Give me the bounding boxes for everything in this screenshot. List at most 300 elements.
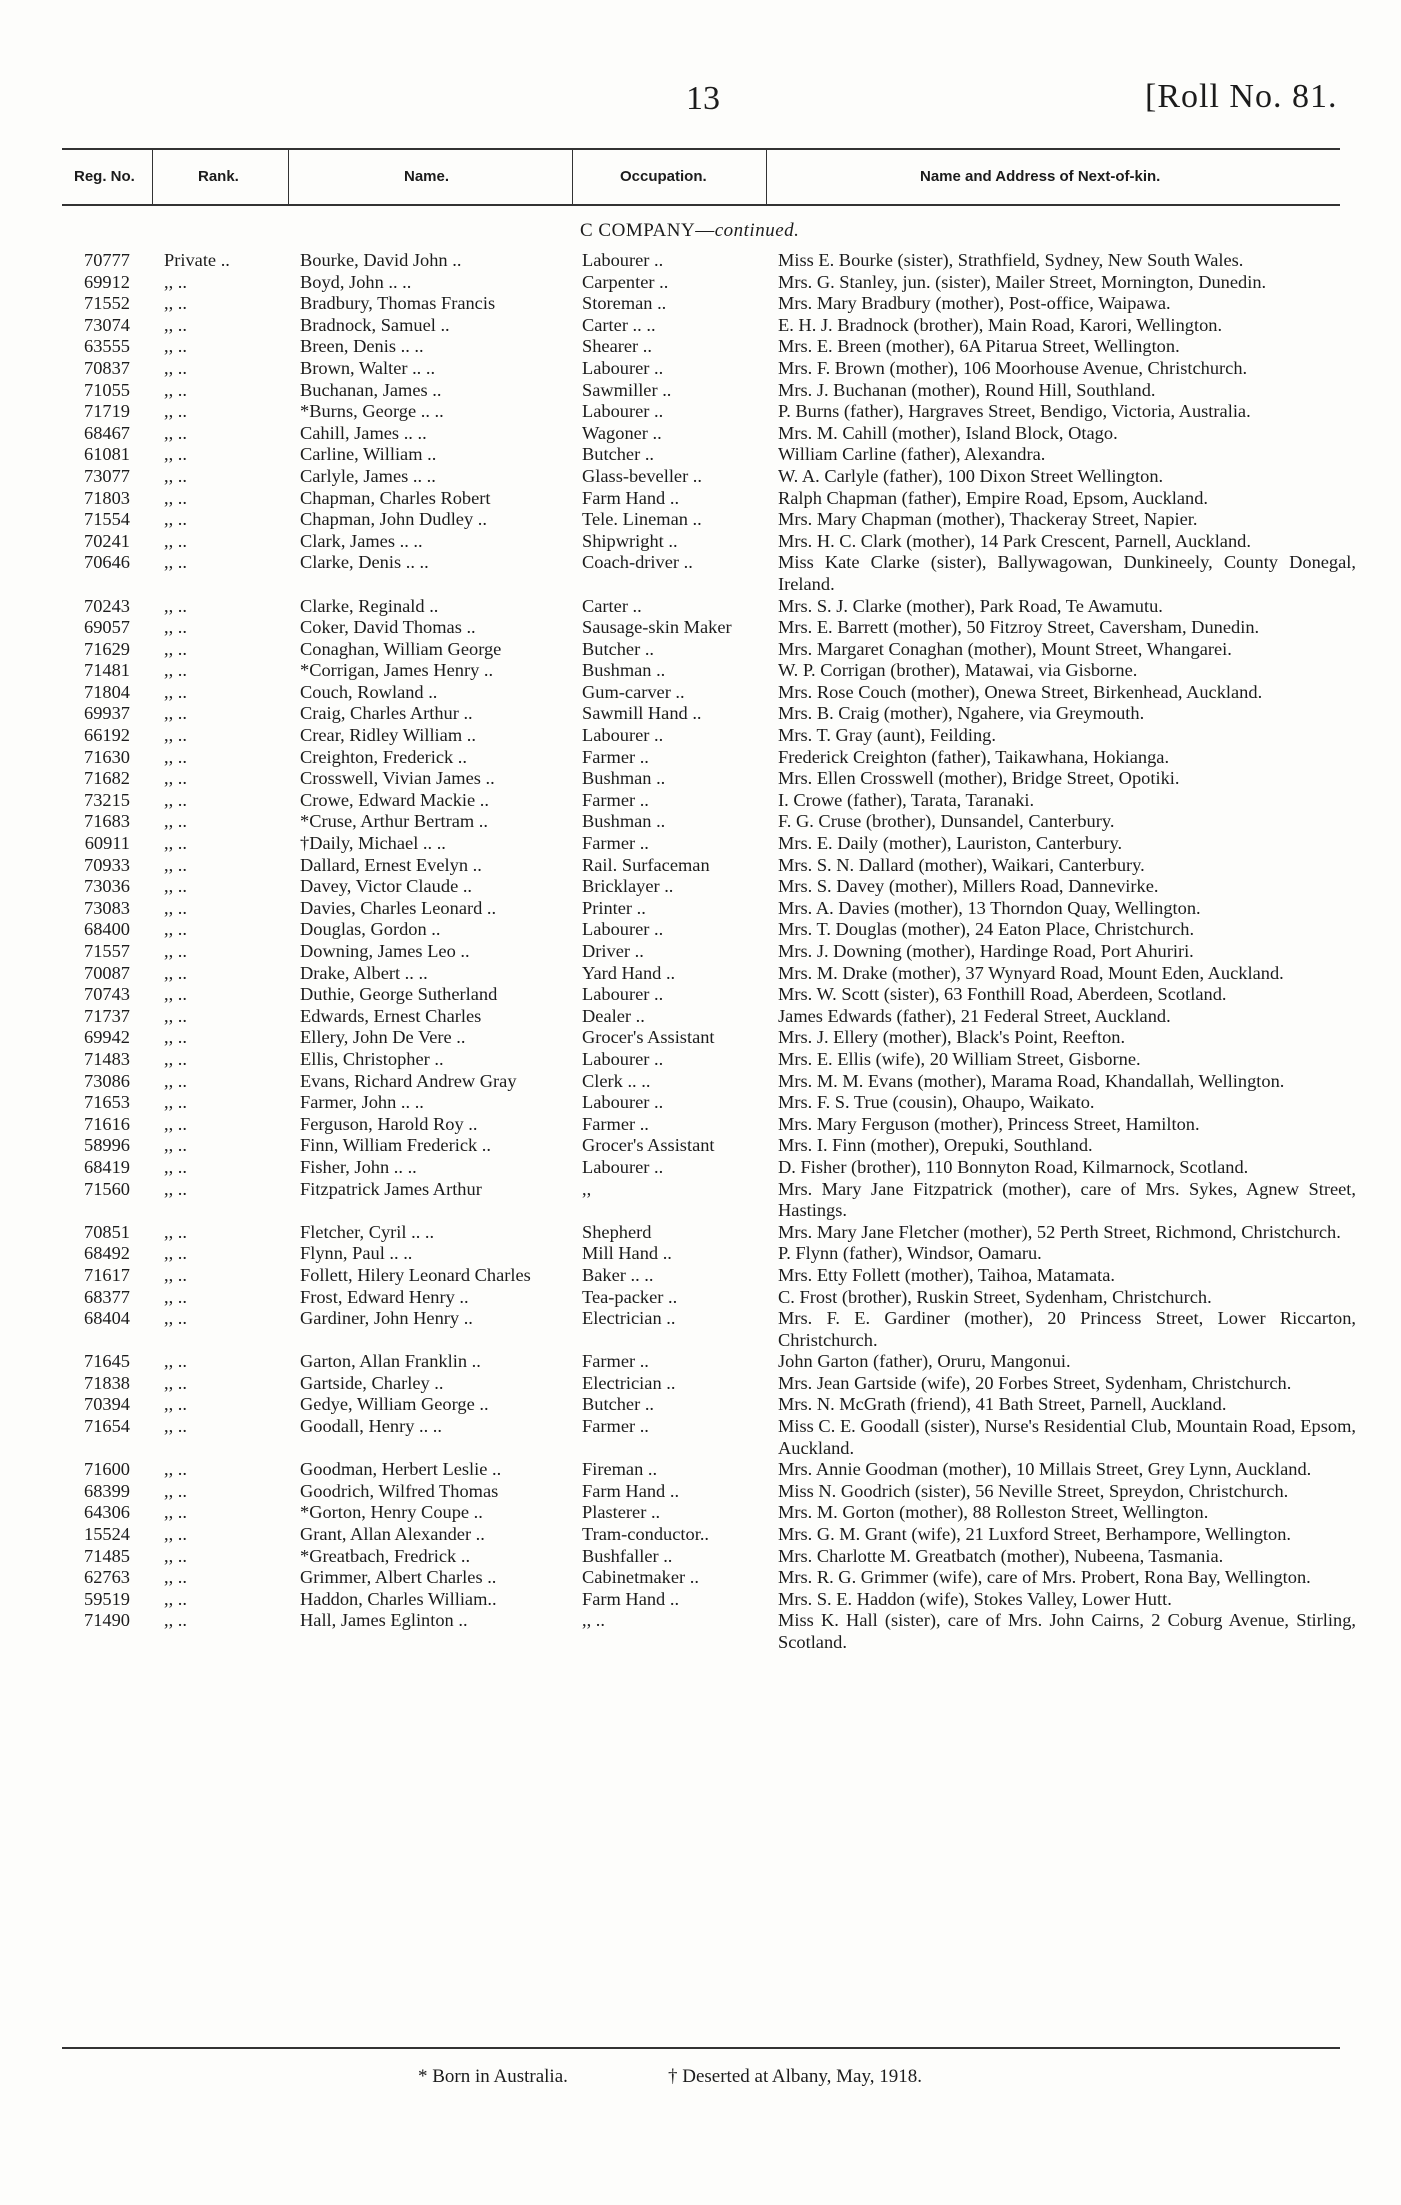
next-of-kin-cell: Mrs. Ellen Crosswell (mother), Bridge Street, Opotiki. — [778, 768, 1180, 789]
next-of-kin-cell: Mrs. A. Davies (mother), 13 Thorndon Quay, Wellington. — [778, 897, 1201, 918]
reg-number-cell: 71616 — [84, 1113, 130, 1134]
name-cell: Bradnock, Samuel .. — [300, 314, 450, 335]
next-of-kin-cell: Mrs. M. M. Evans (mother), Marama Road, Khandallah, Wellington. — [778, 1070, 1285, 1091]
rank-cell: ,, .. — [164, 1567, 187, 1588]
next-of-kin-cell: Mrs. S. Davey (mother), Millers Road, Dannevirke. — [778, 876, 1159, 897]
next-of-kin-cell: Mrs. W. Scott (sister), 63 Fonthill Road, Aberdeen, Scotland. — [778, 984, 1227, 1005]
occupation-cell: Labourer .. — [582, 725, 664, 746]
next-of-kin-cell: Mrs. M. Cahill (mother), Island Block, Otago. — [778, 422, 1118, 443]
next-of-kin-cell: John Garton (father), Oruru, Mangonui. — [778, 1351, 1071, 1372]
next-of-kin-cell: Mrs. R. G. Grimmer (wife), care of Mrs. Probert, Rona Bay, Wellington. — [778, 1567, 1311, 1588]
next-of-kin-cell: James Edwards (father), 21 Federal Street, Auckland. — [778, 1005, 1171, 1026]
reg-number-cell: 71654 — [84, 1416, 130, 1437]
occupation-cell: Wagoner .. — [582, 422, 662, 443]
roll-table-body — [0, 250, 1401, 1654]
table-row — [0, 1589, 1401, 1611]
occupation-cell: Driver .. — [582, 941, 644, 961]
name-cell: Crosswell, Vivian James .. — [300, 768, 495, 789]
reg-number-cell: 71481 — [84, 660, 130, 681]
table-row — [0, 596, 1401, 618]
next-of-kin-cell: Miss C. E. Goodall (sister), Nurse's Residential Club, Mountain Road, Epsom, Auckland. — [778, 1416, 1356, 1458]
occupation-cell: Farm Hand .. — [582, 487, 680, 508]
table-row — [0, 984, 1401, 1006]
header-next-of-kin: Name and Address of Next-of-kin. — [920, 168, 1161, 185]
table-row — [0, 315, 1401, 337]
name-cell: Conaghan, William George — [300, 638, 502, 659]
occupation-cell: Farmer .. — [582, 833, 649, 854]
table-row — [0, 552, 1401, 595]
rank-cell: ,, .. — [164, 919, 187, 940]
rank-cell: ,, .. — [164, 811, 187, 832]
rank-cell: ,, .. — [164, 746, 187, 767]
rank-cell: ,, .. — [164, 660, 187, 681]
occupation-cell: Plasterer .. — [582, 1502, 661, 1523]
name-cell: Crowe, Edward Mackie .. — [300, 789, 489, 810]
rank-cell: ,, .. — [164, 1610, 187, 1631]
reg-number-cell: 73074 — [84, 314, 130, 335]
occupation-cell: Bushfaller .. — [582, 1545, 673, 1566]
occupation-cell: Baker .. .. — [582, 1264, 654, 1285]
name-cell: Downing, James Leo .. — [300, 941, 470, 961]
next-of-kin-cell: Mrs. E. Breen (mother), 6A Pitarua Street, Wellington. — [778, 336, 1180, 357]
table-row — [0, 466, 1401, 488]
next-of-kin-cell: Miss K. Hall (sister), care of Mrs. John Cairns, 2 Coburg Avenue, Stirling, Scotland. — [778, 1610, 1356, 1652]
reg-number-cell: 70087 — [84, 962, 130, 983]
table-row — [0, 898, 1401, 920]
rank-cell: ,, .. — [164, 487, 187, 508]
table-row — [0, 725, 1401, 747]
name-cell: Drake, Albert .. .. — [300, 962, 428, 983]
name-cell: Flynn, Paul .. .. — [300, 1243, 413, 1264]
reg-number-cell: 68419 — [84, 1156, 130, 1177]
table-row — [0, 509, 1401, 531]
table-row — [0, 293, 1401, 315]
table-row — [0, 703, 1401, 725]
table-row — [0, 660, 1401, 682]
reg-number-cell: 71803 — [84, 487, 130, 508]
table-row — [0, 1459, 1401, 1481]
name-cell: Bradbury, Thomas Francis — [300, 293, 496, 314]
table-row — [0, 1114, 1401, 1136]
rank-cell: ,, .. — [164, 595, 187, 616]
rank-cell: ,, .. — [164, 444, 187, 465]
reg-number-cell: 66192 — [84, 725, 130, 746]
next-of-kin-cell: Mrs. I. Finn (mother), Orepuki, Southland. — [778, 1135, 1093, 1156]
name-cell: Garton, Allan Franklin .. — [300, 1351, 481, 1372]
rank-cell: ,, .. — [164, 789, 187, 810]
occupation-cell: Carter .. .. — [582, 314, 656, 335]
name-cell: Breen, Denis .. .. — [300, 336, 424, 357]
rank-cell: ,, .. — [164, 1545, 187, 1566]
header-divider-3 — [572, 150, 573, 204]
next-of-kin-cell: Mrs. J. Ellery (mother), Black's Point, Reefton. — [778, 1027, 1126, 1048]
table-row — [0, 682, 1401, 704]
rank-cell: ,, .. — [164, 897, 187, 918]
reg-number-cell: 68400 — [84, 919, 130, 940]
next-of-kin-cell: Miss N. Goodrich (sister), 56 Neville Street, Spreydon, Christchurch. — [778, 1480, 1289, 1501]
table-row — [0, 1567, 1401, 1589]
table-row — [0, 1157, 1401, 1179]
next-of-kin-cell: Mrs. E. Ellis (wife), 20 William Street, Gisborne. — [778, 1048, 1141, 1069]
rank-cell: ,, .. — [164, 854, 187, 875]
reg-number-cell: 71485 — [84, 1545, 130, 1566]
rank-cell: ,, .. — [164, 379, 187, 400]
table-row — [0, 1416, 1401, 1459]
reg-number-cell: 68467 — [84, 422, 130, 443]
occupation-cell: Farmer .. — [582, 1416, 649, 1437]
header-divider-2 — [288, 150, 289, 204]
table-row — [0, 941, 1401, 963]
next-of-kin-cell: D. Fisher (brother), 110 Bonnyton Road, Kilmarnock, Scotland. — [778, 1156, 1249, 1177]
occupation-cell: Bushman .. — [582, 768, 666, 789]
reg-number-cell: 71683 — [84, 811, 130, 832]
next-of-kin-cell: Mrs. B. Craig (mother), Ngahere, via Greymouth. — [778, 703, 1145, 724]
occupation-cell: Dealer .. — [582, 1005, 645, 1026]
reg-number-cell: 71560 — [84, 1178, 130, 1199]
name-cell: Duthie, George Sutherland — [300, 984, 498, 1005]
table-row — [0, 1135, 1401, 1157]
next-of-kin-cell: Mrs. Margaret Conaghan (mother), Mount Street, Whangarei. — [778, 638, 1232, 659]
reg-number-cell: 71804 — [84, 681, 130, 702]
occupation-cell: ,, .. — [582, 1610, 605, 1631]
occupation-cell: Fireman .. — [582, 1459, 658, 1480]
name-cell: Ellery, John De Vere .. — [300, 1027, 466, 1048]
name-cell: *Burns, George .. .. — [300, 401, 444, 422]
reg-number-cell: 68492 — [84, 1243, 130, 1264]
rank-cell: ,, .. — [164, 552, 187, 573]
name-cell: *Greatbach, Fredrick .. — [300, 1545, 471, 1566]
section-continued: continued. — [714, 220, 800, 241]
rank-cell: ,, .. — [164, 1372, 187, 1393]
name-cell: Grimmer, Albert Charles .. — [300, 1567, 497, 1588]
rank-cell: ,, .. — [164, 1005, 187, 1026]
reg-number-cell: 70243 — [84, 595, 130, 616]
reg-number-cell: 71600 — [84, 1459, 130, 1480]
name-cell: Clarke, Denis .. .. — [300, 552, 429, 573]
name-cell: *Cruse, Arthur Bertram .. — [300, 811, 488, 832]
next-of-kin-cell: W. P. Corrigan (brother), Matawai, via Gisborne. — [778, 660, 1138, 681]
table-row — [0, 919, 1401, 941]
reg-number-cell: 71617 — [84, 1264, 130, 1285]
rank-cell: ,, .. — [164, 314, 187, 335]
reg-number-cell: 68404 — [84, 1308, 130, 1329]
rank-cell: ,, .. — [164, 617, 187, 638]
rank-cell: ,, .. — [164, 1394, 187, 1415]
name-cell: Couch, Rowland .. — [300, 681, 438, 702]
rank-cell: ,, .. — [164, 1027, 187, 1048]
occupation-cell: Shepherd — [582, 1221, 652, 1242]
name-cell: Davies, Charles Leonard .. — [300, 897, 497, 918]
table-row — [0, 1351, 1401, 1373]
table-row — [0, 380, 1401, 402]
name-cell: Ellis, Christopher .. — [300, 1048, 444, 1069]
reg-number-cell: 71645 — [84, 1351, 130, 1372]
occupation-cell: Grocer's Assistant — [582, 1027, 715, 1048]
reg-number-cell: 71653 — [84, 1092, 130, 1113]
reg-number-cell: 71552 — [84, 293, 130, 314]
name-cell: Chapman, Charles Robert — [300, 487, 491, 508]
name-cell: Frost, Edward Henry .. — [300, 1286, 469, 1307]
name-cell: *Corrigan, James Henry .. — [300, 660, 494, 681]
name-cell: Brown, Walter .. .. — [300, 357, 436, 378]
table-row — [0, 1092, 1401, 1114]
occupation-cell: Electrician .. — [582, 1308, 676, 1329]
table-row — [0, 617, 1401, 639]
rank-cell: ,, .. — [164, 1156, 187, 1177]
reg-number-cell: 70646 — [84, 552, 130, 573]
next-of-kin-cell: Mrs. F. Brown (mother), 106 Moorhouse Avenue, Christchurch. — [778, 357, 1248, 378]
table-row — [0, 963, 1401, 985]
reg-number-cell: 70394 — [84, 1394, 130, 1415]
rank-cell: ,, .. — [164, 271, 187, 292]
reg-number-cell: 70777 — [84, 250, 130, 270]
rank-cell: ,, .. — [164, 1092, 187, 1113]
table-row — [0, 811, 1401, 833]
name-cell: Dallard, Ernest Evelyn .. — [300, 854, 482, 875]
rank-cell: ,, .. — [164, 1243, 187, 1264]
name-cell: Buchanan, James .. — [300, 379, 442, 400]
rank-cell: ,, .. — [164, 1221, 187, 1242]
next-of-kin-cell: P. Flynn (father), Windsor, Oamaru. — [778, 1243, 1042, 1264]
occupation-cell: Shipwright .. — [582, 530, 678, 551]
table-row — [0, 747, 1401, 769]
name-cell: *Gorton, Henry Coupe .. — [300, 1502, 483, 1523]
name-cell: Gedye, William George .. — [300, 1394, 489, 1415]
reg-number-cell: 71630 — [84, 746, 130, 767]
reg-number-cell: 70837 — [84, 357, 130, 378]
occupation-cell: Bricklayer .. — [582, 876, 674, 897]
reg-number-cell: 71682 — [84, 768, 130, 789]
next-of-kin-cell: Mrs. J. Buchanan (mother), Round Hill, Southland. — [778, 379, 1156, 400]
table-row — [0, 1265, 1401, 1287]
rank-cell: Private .. — [164, 250, 230, 270]
occupation-cell: Tram-conductor.. — [582, 1524, 710, 1545]
rank-cell: ,, .. — [164, 725, 187, 746]
name-cell: Goodall, Henry .. .. — [300, 1416, 442, 1437]
rank-cell: ,, .. — [164, 465, 187, 486]
header-divider-4 — [766, 150, 767, 204]
next-of-kin-cell: Mrs. G. M. Grant (wife), 21 Luxford Street, Berhampore, Wellington. — [778, 1524, 1292, 1545]
name-cell: Douglas, Gordon .. — [300, 919, 441, 940]
name-cell: Chapman, John Dudley .. — [300, 509, 487, 530]
occupation-cell: Farm Hand .. — [582, 1480, 680, 1501]
next-of-kin-cell: Mrs. Etty Follett (mother), Taihoa, Matamata. — [778, 1264, 1115, 1285]
table-row — [0, 272, 1401, 294]
next-of-kin-cell: Mrs. Annie Goodman (mother), 10 Millais Street, Grey Lynn, Auckland. — [778, 1459, 1312, 1480]
reg-number-cell: 73086 — [84, 1070, 130, 1091]
name-cell: Haddon, Charles William.. — [300, 1588, 497, 1609]
occupation-cell: Carpenter .. — [582, 271, 669, 292]
table-row — [0, 336, 1401, 358]
name-cell: Farmer, John .. .. — [300, 1092, 424, 1113]
next-of-kin-cell: Miss E. Bourke (sister), Strathfield, Sydney, New South Wales. — [778, 250, 1244, 270]
table-row — [0, 250, 1401, 272]
reg-number-cell: 71483 — [84, 1048, 130, 1069]
next-of-kin-cell: Mrs. Mary Jane Fitzpatrick (mother), care of Mrs. Sykes, Agnew Street, Hastings. — [778, 1178, 1356, 1221]
next-of-kin-cell: P. Burns (father), Hargraves Street, Bendigo, Victoria, Australia. — [778, 401, 1251, 422]
rank-cell: ,, .. — [164, 530, 187, 551]
next-of-kin-cell: Miss Kate Clarke (sister), Ballywagowan, Dunkineely, County Donegal, Ireland. — [778, 552, 1356, 594]
occupation-cell: Storeman .. — [582, 293, 667, 314]
rank-cell: ,, .. — [164, 1351, 187, 1372]
table-row — [0, 1243, 1401, 1265]
occupation-cell: Cabinetmaker .. — [582, 1567, 699, 1588]
rank-cell: ,, .. — [164, 1588, 187, 1609]
next-of-kin-cell: Mrs. H. C. Clark (mother), 14 Park Crescent, Parnell, Auckland. — [778, 530, 1251, 551]
table-row — [0, 1287, 1401, 1309]
reg-number-cell: 64306 — [84, 1502, 130, 1523]
reg-number-cell: 68377 — [84, 1286, 130, 1307]
name-cell: Coker, David Thomas .. — [300, 617, 476, 638]
next-of-kin-cell: E. H. J. Bradnock (brother), Main Road, Karori, Wellington. — [778, 314, 1223, 335]
next-of-kin-cell: Mrs. J. Downing (mother), Hardinge Road, Port Ahuriri. — [778, 941, 1194, 961]
table-row — [0, 1502, 1401, 1524]
table-row — [0, 876, 1401, 898]
table-row — [0, 1481, 1401, 1503]
occupation-cell: Sawmill Hand .. — [582, 703, 702, 724]
reg-number-cell: 71490 — [84, 1610, 130, 1631]
name-cell: †Daily, Michael .. .. — [300, 833, 446, 854]
next-of-kin-cell: Mrs. F. E. Gardiner (mother), 20 Princess Street, Lower Riccarton, Christchurch. — [778, 1308, 1356, 1350]
next-of-kin-cell: Mrs. E. Daily (mother), Lauriston, Canterbury. — [778, 833, 1123, 854]
table-row — [0, 444, 1401, 466]
reg-number-cell: 68399 — [84, 1480, 130, 1501]
section-title: C COMPANY— — [580, 220, 715, 241]
occupation-cell: Farmer .. — [582, 1113, 649, 1134]
occupation-cell: Labourer .. — [582, 1156, 664, 1177]
occupation-cell: Labourer .. — [582, 984, 664, 1005]
name-cell: Clarke, Reginald .. — [300, 595, 439, 616]
occupation-cell: Electrician .. — [582, 1372, 676, 1393]
name-cell: Cahill, James .. .. — [300, 422, 427, 443]
next-of-kin-cell: Mrs. T. Gray (aunt), Feilding. — [778, 725, 996, 746]
next-of-kin-cell: Mrs. S. J. Clarke (mother), Park Road, Te Awamutu. — [778, 595, 1163, 616]
rank-cell: ,, .. — [164, 422, 187, 443]
rank-cell: ,, .. — [164, 1070, 187, 1091]
name-cell: Carline, William .. — [300, 444, 437, 465]
rank-cell: ,, .. — [164, 1264, 187, 1285]
header-reg-no: Reg. No. — [74, 168, 135, 185]
name-cell: Evans, Richard Andrew Gray — [300, 1070, 517, 1091]
name-cell: Clark, James .. .. — [300, 530, 423, 551]
next-of-kin-cell: F. G. Cruse (brother), Dunsandel, Canterbury. — [778, 811, 1115, 832]
header-divider-1 — [152, 150, 153, 204]
occupation-cell: Sausage-skin Maker — [582, 617, 732, 638]
name-cell: Goodman, Herbert Leslie .. — [300, 1459, 502, 1480]
occupation-cell: Farm Hand .. — [582, 1588, 680, 1609]
rank-cell: ,, .. — [164, 984, 187, 1005]
name-cell: Fisher, John .. .. — [300, 1156, 417, 1177]
occupation-cell: Grocer's Assistant — [582, 1135, 715, 1156]
rank-cell: ,, .. — [164, 509, 187, 530]
rank-cell: ,, .. — [164, 401, 187, 422]
next-of-kin-cell: Mrs. S. E. Haddon (wife), Stokes Valley, Lower Hutt. — [778, 1588, 1172, 1609]
roll-number: [Roll No. 81. — [1145, 78, 1338, 115]
reg-number-cell: 73077 — [84, 465, 130, 486]
name-cell: Boyd, John .. .. — [300, 271, 412, 292]
table-row — [0, 1546, 1401, 1568]
table-row — [0, 488, 1401, 510]
table-row — [0, 1179, 1401, 1222]
reg-number-cell: 70933 — [84, 854, 130, 875]
next-of-kin-cell: Mrs. Mary Jane Fletcher (mother), 52 Perth Street, Richmond, Christchurch. — [778, 1221, 1341, 1242]
rank-cell: ,, .. — [164, 1178, 187, 1199]
table-row — [0, 855, 1401, 877]
occupation-cell: Carter .. — [582, 595, 642, 616]
occupation-cell: Farmer .. — [582, 789, 649, 810]
occupation-cell: Labourer .. — [582, 357, 664, 378]
table-row — [0, 1373, 1401, 1395]
reg-number-cell: 61081 — [84, 444, 130, 465]
reg-number-cell: 71838 — [84, 1372, 130, 1393]
occupation-cell: Tele. Lineman .. — [582, 509, 702, 530]
rank-cell: ,, .. — [164, 1502, 187, 1523]
table-row — [0, 768, 1401, 790]
next-of-kin-cell: Mrs. Rose Couch (mother), Onewa Street, Birkenhead, Auckland. — [778, 681, 1263, 702]
header-rank: Rank. — [198, 168, 239, 185]
reg-number-cell: 15524 — [84, 1524, 130, 1545]
table-row — [0, 1610, 1401, 1653]
reg-number-cell: 69942 — [84, 1027, 130, 1048]
reg-number-cell: 71055 — [84, 379, 130, 400]
next-of-kin-cell: Frederick Creighton (father), Taikawhana, Hokianga. — [778, 746, 1170, 767]
reg-number-cell: 73215 — [84, 789, 130, 810]
rank-cell: ,, .. — [164, 1048, 187, 1069]
occupation-cell: Yard Hand .. — [582, 962, 676, 983]
occupation-cell: Shearer .. — [582, 336, 652, 357]
reg-number-cell: 63555 — [84, 336, 130, 357]
name-cell: Gardiner, John Henry .. — [300, 1308, 473, 1329]
reg-number-cell: 69057 — [84, 617, 130, 638]
next-of-kin-cell: Mrs. Charlotte M. Greatbatch (mother), Nubeena, Tasmania. — [778, 1545, 1224, 1566]
next-of-kin-cell: W. A. Carlyle (father), 100 Dixon Street Wellington. — [778, 465, 1164, 486]
table-row — [0, 1049, 1401, 1071]
reg-number-cell: 69937 — [84, 703, 130, 724]
table-row — [0, 423, 1401, 445]
next-of-kin-cell: William Carline (father), Alexandra. — [778, 444, 1046, 465]
rank-cell: ,, .. — [164, 1113, 187, 1134]
header-name: Name. — [404, 168, 450, 185]
table-row — [0, 358, 1401, 380]
occupation-cell: Butcher .. — [582, 638, 655, 659]
table-row — [0, 790, 1401, 812]
reg-number-cell: 71629 — [84, 638, 130, 659]
rank-cell: ,, .. — [164, 876, 187, 897]
next-of-kin-cell: Mrs. Mary Ferguson (mother), Princess Street, Hamilton. — [778, 1113, 1200, 1134]
occupation-cell: Labourer .. — [582, 919, 664, 940]
table-row — [0, 1006, 1401, 1028]
rank-cell: ,, .. — [164, 1286, 187, 1307]
name-cell: Carlyle, James .. .. — [300, 465, 436, 486]
next-of-kin-cell: Mrs. G. Stanley, jun. (sister), Mailer Street, Mornington, Dunedin. — [778, 271, 1267, 292]
header-top-rule — [62, 148, 1340, 150]
page-number: 13 — [686, 80, 720, 117]
rank-cell: ,, .. — [164, 962, 187, 983]
footer-rule — [62, 2047, 1340, 2049]
rank-cell: ,, .. — [164, 1416, 187, 1437]
next-of-kin-cell: Mrs. M. Gorton (mother), 88 Rolleston Street, Wellington. — [778, 1502, 1209, 1523]
occupation-cell: Butcher .. — [582, 1394, 655, 1415]
reg-number-cell: 70241 — [84, 530, 130, 551]
name-cell: Creighton, Frederick .. — [300, 746, 468, 767]
name-cell: Gartside, Charley .. — [300, 1372, 444, 1393]
table-row — [0, 1308, 1401, 1351]
reg-number-cell: 71554 — [84, 509, 130, 530]
table-row — [0, 1071, 1401, 1093]
name-cell: Craig, Charles Arthur .. — [300, 703, 473, 724]
occupation-cell: Bushman .. — [582, 660, 666, 681]
rank-cell: ,, .. — [164, 941, 187, 961]
